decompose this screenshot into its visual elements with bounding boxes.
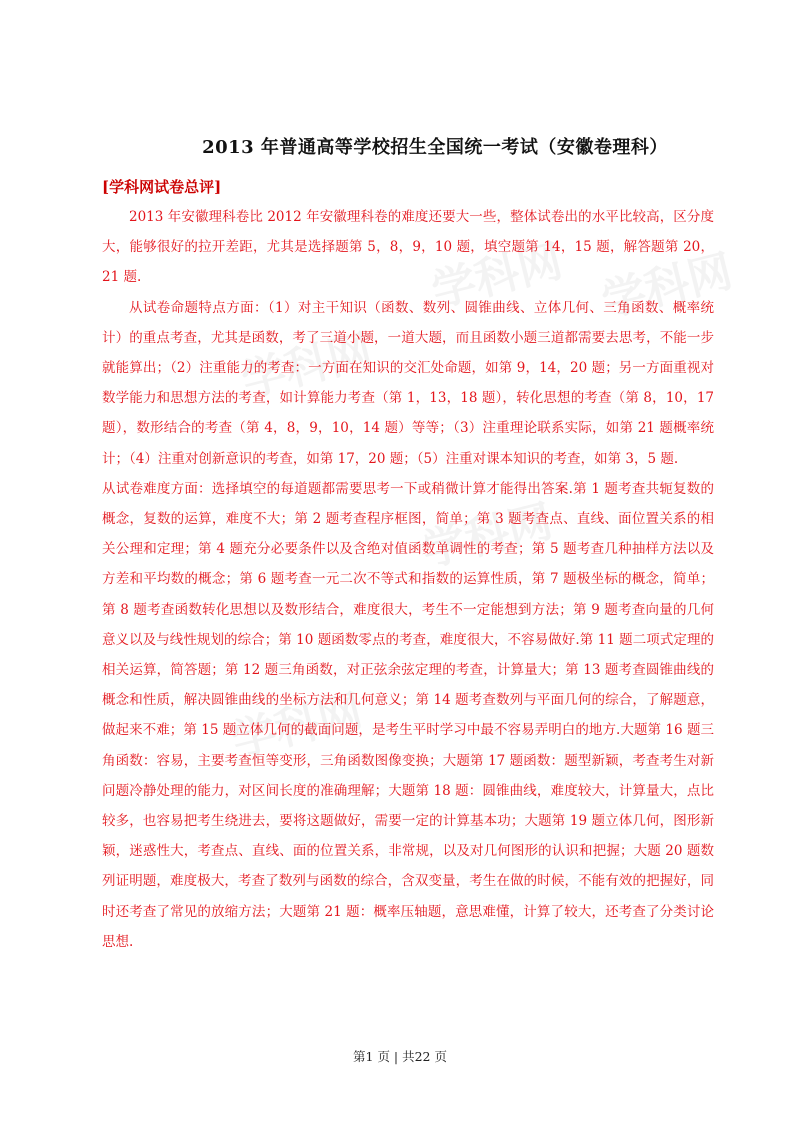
section-heading: [学科网试卷总评] (102, 178, 222, 196)
document-title: 2013 年普通高等学校招生全国统一考试（安徽卷理科） (202, 137, 668, 158)
paragraph-overview: 2013 年安徽理科卷比 2012 年安徽理科卷的难度还要大一些，整体试卷出的水平比较高，区分度大，能够很好的拉开差距，尤其是选择题第 5，8，9，10 题，填空题第 14，15 题，解答题第 20，21 题. (102, 209, 714, 286)
paragraph-features: 从试卷命题特点方面：（1）对主干知识（函数、数列、圆锥曲线、立体几何、三角函数、概率统计）的重点考查，尤其是函数，考了三道小题，一道大题，而且函数小题三道都需要去思考，不能一步就能算出；（2）注重能力的考查：一方面在知识的交汇处命题，如第 9，14，20 题；另一方面重视对数学能力和思想方法的考查，如计算能力考查（第 1，13，18 题），转化思想的考查（第 8，10，17 题），数形结合的考查（第 4，8，9，10，14 题）等等；（3）注重理论联系实际，如第 21 题概率统计；（4）注重对创新意识的考查，如第 17，20 题；（5）注重对课本知识的考查，如第 3，5 题. (102, 299, 714, 467)
watermark: 学科网 (596, 245, 738, 328)
watermark: 学科网 (426, 235, 568, 318)
document-body (102, 202, 714, 957)
paragraph-difficulty: 从试卷难度方面：选择填空的每道题都需要思考一下或稍微计算才能得出答案.第 1 题考查共轭复数的概念，复数的运算，难度不大；第 2 题考查程序框图，简单；第 3 题考查点、直线、面位置关系的相关公理和定理；第 4 题充分必要条件以及含绝对值函数单调性的考查；第 5 题考查几种抽样方法以及方差和平均数的概念；第 6 题考查一元二次不等式和指数的运算性质，第 7 题极坐标的概念，简单；第 8 题考查函数转化思想以及数形结合，难度很大，考生不一定能想到方法；第 9 题考查向量的几何意义以及与线性规划的综合；第 10 题函数零点的考查，难度很大，不容易做好.第 11 题二项式定理的相关运算，简答题；第 12 题三角函数，对正弦余弦定理的考查，计算量大；第 13 题考查圆锥曲线的概念和性质，解决圆锥曲线的坐标方法和几何意义；第 14 题考查数列与平面几何的综合，了解题意，做起来不难；第 15 题立体几何的截面问题，是考生平时学习中最不容易弄明白的地方.大题第 16 题三角函数：容易，主要考查恒等变形，三角函数图像变换；大题第 17 题函数：题型新颖，考查考生对新问题冷静处理的能力，对区间长度的准确理解；大题第 18 题：圆锥曲线，难度较大，计算量大，点比较多，也容易把考生绕进去，要将这题做好，需要一定的计算基本功；大题第 19 题立体几何，图形新颖，迷惑性大，考查点、直线、面的位置关系，非常规，以及对几何图形的认识和把握；大题 20 题数列证明题，难度极大，考查了数列与函数的综合，含双变量，考生在做的时候，不能有效的把握好，同时还考查了常见的放缩方法；大题第 21 题：概率压轴题，意思难懂，计算了较大，还考查了分类讨论思想. (102, 480, 714, 950)
page-footer: 第1 页 | 共22 页 (353, 1049, 447, 1064)
watermark: 学科网 (416, 495, 558, 578)
watermark: 学科网 (236, 325, 378, 408)
watermark: 学科网 (226, 685, 368, 768)
